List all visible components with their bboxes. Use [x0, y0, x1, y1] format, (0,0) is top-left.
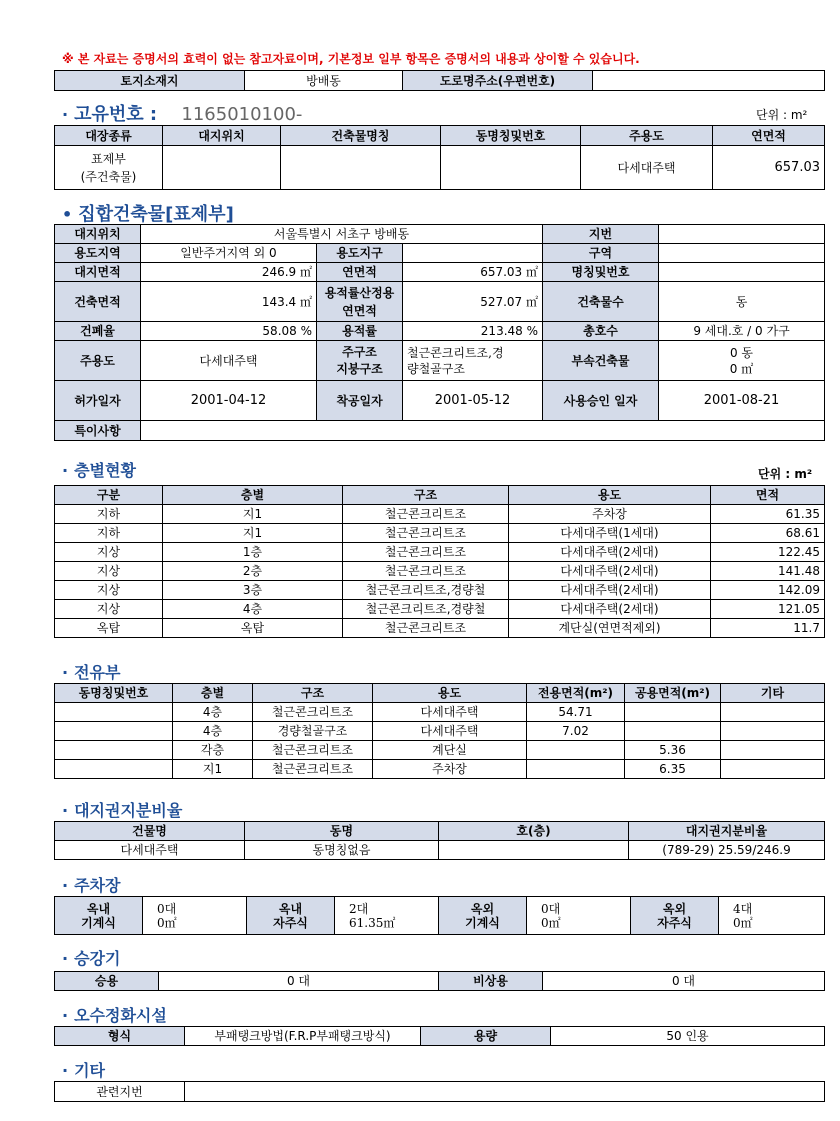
passenger-elevator-label: 승용: [55, 972, 159, 991]
households-value: 9 세대.호 / 0 가구: [659, 322, 825, 341]
exclusive-row: [55, 760, 825, 779]
floor-row: [55, 562, 825, 581]
floor-structure: 철근콘크리트조: [343, 619, 509, 638]
unit-use: 다세대주택: [373, 703, 527, 722]
building-count-value: 동: [659, 282, 825, 322]
floors-heading: · 층별현황: [62, 461, 136, 480]
parking-indoor-self-label: 옥내 자주식: [247, 897, 335, 935]
floor-division: 지상: [55, 600, 163, 619]
etc-table: [54, 1081, 825, 1102]
floor-row: [55, 524, 825, 543]
parking-outdoor-mech-label: 옥외 기계식: [439, 897, 527, 935]
floor-level: 3층: [163, 581, 343, 600]
land-area-label: 대지면적: [55, 263, 141, 282]
exclusive-row: [55, 741, 825, 760]
sewage-heading: · 오수정화시설: [62, 1006, 167, 1025]
exclusive-row: [55, 722, 825, 741]
unit-label: 단위 : m²: [756, 108, 808, 122]
sewage-capacity-value: 50 인용: [551, 1027, 825, 1046]
parking-outdoor-mech-value: 0대 0㎡: [527, 897, 631, 935]
unit-floor: 각층: [173, 741, 253, 760]
parking-outdoor-self-label: 옥외 자주식: [631, 897, 719, 935]
gross-area-value: 657.03 ㎡: [403, 263, 543, 282]
notice-text: ※ 본 자료는 증명서의 효력이 없는 참고자료이며, 기본정보 일부 항목은 증명서의 내용과 상이할 수 있습니다.: [62, 52, 640, 66]
address-table: [54, 70, 825, 91]
floor-division: 지상: [55, 581, 163, 600]
floor-structure: 철근콘크리트조,경량철: [343, 600, 509, 619]
main-use-label: 주용도: [55, 341, 141, 381]
floor-structure: 철근콘크리트조: [343, 505, 509, 524]
exclusive-title: 전유부: [74, 663, 121, 682]
floor-use: 주차장: [509, 505, 711, 524]
floor-division: 옥탑: [55, 619, 163, 638]
site-cell: [163, 146, 281, 190]
parking-indoor-mech-value: 0대 0㎡: [143, 897, 247, 935]
elevator-heading: · 승강기: [62, 949, 121, 968]
unit-floor: 지1: [173, 760, 253, 779]
sewage-table: [54, 1026, 825, 1046]
far-area-label: 용적률산정용 연면적: [317, 282, 403, 322]
parking-outdoor-self-value: 4대 0㎡: [719, 897, 825, 935]
register-type: [55, 146, 163, 190]
floor-row: [55, 581, 825, 600]
floor-use: 다세대주택(1세대): [509, 524, 711, 543]
land-share-header-unit: 호(층): [439, 822, 629, 841]
unit-dong: [55, 703, 173, 722]
register-type-line1: 표제부: [91, 151, 126, 166]
unique-table: [54, 125, 825, 190]
floor-area: 142.09: [711, 581, 825, 600]
land-area-value: 246.9 ㎡: [141, 263, 317, 282]
far-area-value: 527.07 ㎡: [403, 282, 543, 322]
structure-label-line1: 주구조: [342, 345, 377, 359]
road-address-value: [593, 71, 825, 91]
floor-structure: 철근콘크리트조,경량철: [343, 581, 509, 600]
floor-use: 계단실(연면적제외): [509, 619, 711, 638]
unit-floor: 4층: [173, 722, 253, 741]
building-area-label: 건축면적: [55, 282, 141, 322]
floor-row: [55, 543, 825, 562]
main-use-cell: 다세대주택: [581, 146, 713, 190]
gross-area-label: 연면적: [317, 263, 403, 282]
sewage-title: 오수정화시설: [74, 1006, 167, 1025]
land-share-table: [54, 821, 825, 860]
elevator-table: [54, 971, 825, 991]
land-share-ratio: (789-29) 25.59/246.9: [629, 841, 825, 860]
floor-use: 다세대주택(2세대): [509, 543, 711, 562]
floor-area: 61.35: [711, 505, 825, 524]
unique-number-label: 고유번호 :: [74, 104, 158, 125]
exclusive-header-exclusive-area: 전용면적(m²): [527, 684, 625, 703]
sewage-type-label: 형식: [55, 1027, 185, 1046]
floor-level: 4층: [163, 600, 343, 619]
collective-title: 집합건축물[표제부]: [78, 204, 234, 225]
header-building-name: 건축물명칭: [281, 126, 441, 146]
passenger-elevator-value: 0 대: [159, 972, 439, 991]
floor-area: 11.7: [711, 619, 825, 638]
unit-common-area: [625, 722, 721, 741]
register-type-line2: (주건축물): [80, 169, 137, 184]
floors-unit-label: 단위 : m²: [758, 467, 813, 481]
exclusive-header-etc: 기타: [721, 684, 825, 703]
floor-division: 지하: [55, 505, 163, 524]
name-number-value: [659, 263, 825, 282]
floor-row: [55, 505, 825, 524]
lot-label: 지번: [543, 225, 659, 244]
zone-label: 용도지역: [55, 244, 141, 263]
structure-value-line2: 량철골구조: [407, 361, 465, 376]
related-lot-label: 관련지번: [55, 1082, 185, 1102]
collective-heading: • 집합건축물[표제부]: [62, 204, 234, 225]
land-share-heading: · 대지권지분비율: [62, 801, 183, 820]
exclusive-header-dong: 동명칭및번호: [55, 684, 173, 703]
annex-area: 0 ㎡: [729, 361, 754, 376]
coverage-label: 건폐율: [55, 322, 141, 341]
permit-date-label: 허가일자: [55, 381, 141, 421]
unit-structure: 철근콘크리트조: [253, 741, 373, 760]
unit-structure: 철근콘크리트조: [253, 703, 373, 722]
site-label: 대지위치: [55, 225, 141, 244]
floor-use: 다세대주택(2세대): [509, 600, 711, 619]
floor-level: 1층: [163, 543, 343, 562]
building-area-value: 143.4 ㎡: [141, 282, 317, 322]
sewage-capacity-label: 용량: [421, 1027, 551, 1046]
site-value: 서울특별시 서초구 방배동: [141, 225, 543, 244]
land-share-title: 대지권지분비율: [74, 801, 183, 820]
floor-level: 지1: [163, 524, 343, 543]
unit-structure: 경량철골구조: [253, 722, 373, 741]
structure-value-line1: 철근콘크리트조,경: [407, 345, 504, 360]
floors-header-division: 구분: [55, 486, 163, 505]
header-main-use: 주용도: [581, 126, 713, 146]
building-count-label: 건축물수: [543, 282, 659, 322]
floor-structure: 철근콘크리트조: [343, 524, 509, 543]
unit-common-area: 6.35: [625, 760, 721, 779]
households-label: 총호수: [543, 322, 659, 341]
exclusive-heading: · 전유부: [62, 663, 121, 682]
unique-number-heading: · 고유번호 : 1165010100-: [62, 104, 303, 125]
floors-header-floor: 층별: [163, 486, 343, 505]
floor-area: 68.61: [711, 524, 825, 543]
start-date-label: 착공일자: [317, 381, 403, 421]
unit-exclusive-area: [527, 741, 625, 760]
exclusive-header-floor: 층별: [173, 684, 253, 703]
lot-value: [659, 225, 825, 244]
remarks-value: [141, 421, 825, 441]
header-dong: 동명칭및번호: [441, 126, 581, 146]
floor-division: 지하: [55, 524, 163, 543]
annex-label: 부속건축물: [543, 341, 659, 381]
gross-area-cell: 657.03: [713, 146, 825, 190]
elevator-title: 승강기: [74, 949, 121, 968]
floors-table: [54, 485, 825, 638]
far-value: 213.48 %: [403, 322, 543, 341]
land-location-label: 토지소재지: [55, 71, 245, 91]
structure-value: [403, 341, 543, 381]
dong-cell: [441, 146, 581, 190]
exclusive-header-common-area: 공용면적(m²): [625, 684, 721, 703]
land-share-dong: 동명칭없음: [245, 841, 439, 860]
header-site: 대지위치: [163, 126, 281, 146]
unit-use: 주차장: [373, 760, 527, 779]
land-share-unit: [439, 841, 629, 860]
remarks-label: 특이사항: [55, 421, 141, 441]
floors-title: 층별현황: [74, 461, 136, 480]
header-register-type: 대장종류: [55, 126, 163, 146]
name-number-label: 명칭및번호: [543, 263, 659, 282]
floor-use: 다세대주택(2세대): [509, 562, 711, 581]
unit-use: 계단실: [373, 741, 527, 760]
annex-value: [659, 341, 825, 381]
exclusive-header-use: 용도: [373, 684, 527, 703]
floor-row: [55, 619, 825, 638]
floor-level: 지1: [163, 505, 343, 524]
etc-heading: · 기타: [62, 1061, 105, 1080]
district-value: [403, 244, 543, 263]
unit-exclusive-area: 7.02: [527, 722, 625, 741]
annex-count: 0 동: [729, 345, 754, 360]
floors-header-area: 면적: [711, 486, 825, 505]
floor-structure: 철근콘크리트조: [343, 543, 509, 562]
unit-exclusive-area: [527, 760, 625, 779]
district-label: 용도지구: [317, 244, 403, 263]
floor-structure: 철근콘크리트조: [343, 562, 509, 581]
exclusive-row: [55, 703, 825, 722]
section-value: [659, 244, 825, 263]
floors-header-use: 용도: [509, 486, 711, 505]
unique-number-value: 1165010100-: [181, 104, 303, 125]
structure-label-line2: 지붕구조: [336, 362, 383, 376]
building-name-cell: [281, 146, 441, 190]
sewage-type-value: 부패탱크방법(F.R.P부패탱크방식): [185, 1027, 421, 1046]
unit-etc: [721, 722, 825, 741]
road-address-label: 도로명주소(우편번호): [403, 71, 593, 91]
unit-common-area: 5.36: [625, 741, 721, 760]
emergency-elevator-value: 0 대: [543, 972, 825, 991]
exclusive-table: [54, 683, 825, 779]
coverage-value: 58.08 %: [141, 322, 317, 341]
land-share-header-ratio: 대지권지분비율: [629, 822, 825, 841]
unit-use: 다세대주택: [373, 722, 527, 741]
unit-etc: [721, 760, 825, 779]
structure-label: [317, 341, 403, 381]
zone-value: 일반주거지역 외 0: [141, 244, 317, 263]
emergency-elevator-label: 비상용: [439, 972, 543, 991]
land-share-header-building: 건물명: [55, 822, 245, 841]
unit-exclusive-area: 54.71: [527, 703, 625, 722]
etc-title: 기타: [74, 1061, 105, 1080]
land-share-header-dong: 동명: [245, 822, 439, 841]
floor-row: [55, 600, 825, 619]
unit-floor: 4층: [173, 703, 253, 722]
header-gross-area: 연면적: [713, 126, 825, 146]
floor-area: 141.48: [711, 562, 825, 581]
exclusive-header-structure: 구조: [253, 684, 373, 703]
parking-table: [54, 896, 825, 935]
unit-etc: [721, 741, 825, 760]
land-share-building: 다세대주택: [55, 841, 245, 860]
unit-common-area: [625, 703, 721, 722]
floor-division: 지상: [55, 543, 163, 562]
collective-table: [54, 224, 825, 441]
unit-etc: [721, 703, 825, 722]
permit-date-value: 2001-04-12: [141, 381, 317, 421]
far-label: 용적률: [317, 322, 403, 341]
floor-level: 2층: [163, 562, 343, 581]
floor-level: 옥탑: [163, 619, 343, 638]
related-lot-value: [185, 1082, 825, 1102]
approval-date-label: 사용승인 일자: [543, 381, 659, 421]
floor-area: 121.05: [711, 600, 825, 619]
unit-dong: [55, 741, 173, 760]
section-label: 구역: [543, 244, 659, 263]
parking-indoor-self-value: 2대 61.35㎡: [335, 897, 439, 935]
unit-structure: 철근콘크리트조: [253, 760, 373, 779]
approval-date-value: 2001-08-21: [659, 381, 825, 421]
parking-title: 주차장: [74, 876, 121, 895]
floors-header-structure: 구조: [343, 486, 509, 505]
floor-area: 122.45: [711, 543, 825, 562]
unit-dong: [55, 722, 173, 741]
main-use-value: 다세대주택: [141, 341, 317, 381]
parking-indoor-mech-label: 옥내 기계식: [55, 897, 143, 935]
floor-division: 지상: [55, 562, 163, 581]
land-location-value: 방배동: [245, 71, 403, 91]
start-date-value: 2001-05-12: [403, 381, 543, 421]
floor-use: 다세대주택(2세대): [509, 581, 711, 600]
unit-dong: [55, 760, 173, 779]
parking-heading: · 주차장: [62, 876, 121, 895]
